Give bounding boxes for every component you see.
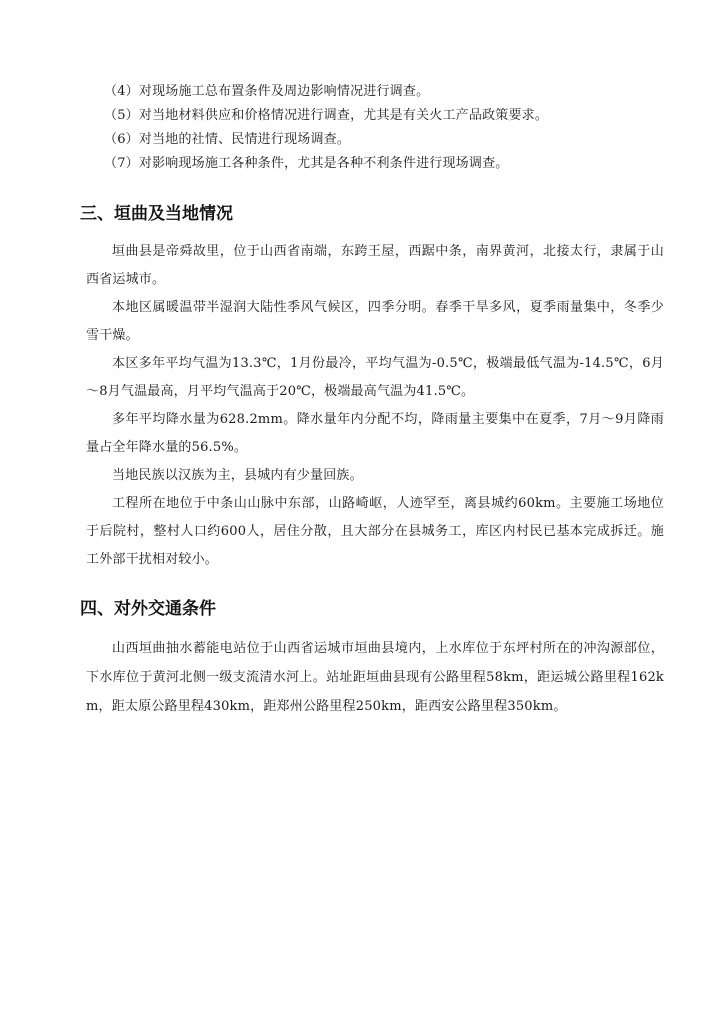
section-body-yuanqu — [86, 238, 664, 574]
paragraph: 当地民族以汉族为主，县城内有少量回族。 — [112, 468, 363, 483]
list-item: （6）对当地的社情、民情进行现场调查。 — [104, 132, 351, 147]
list-item: （7）对影响现场施工各种条件，尤其是各种不利条件进行现场调查。 — [104, 156, 509, 171]
survey-item-list — [104, 80, 548, 176]
section-heading-transport: 四、对外交通条件 — [80, 599, 216, 619]
paragraph: 工程所在地位于中条山山脉中东部，山路崎岖，人迹罕至，离县城约60km。主要施工场地位于后院村，整村人口约600人，居住分散，且大部分在县城务工，库区内村民已基本完成拆迁。施工外部干扰相对较小。 — [86, 496, 664, 567]
paragraph: 多年平均降水量为628.2mm。降水量年内分配不均，降雨量主要集中在夏季，7月～9月降雨量占全年降水量的56.5%。 — [86, 412, 664, 455]
list-item: （5）对当地材料供应和价格情况进行调查，尤其是有关火工产品政策要求。 — [104, 108, 549, 123]
paragraph: 山西垣曲抽水蓄能电站位于山西省运城市垣曲县境内，上水库位于东坪村所在的冲沟源部位，下水库位于黄河北侧一级支流清水河上。站址距垣曲县现有公路里程58km，距运城公路里程162km，距太原公路里程430km，距郑州公路里程250km，距西安公路里程350km。 — [86, 641, 664, 714]
section-heading-yuanqu: 三、垣曲及当地情况 — [80, 204, 233, 224]
section-body-transport — [86, 634, 664, 721]
paragraph: 本区多年平均气温为13.3℃，1月份最冷，平均气温为-0.5℃，极端最低气温为-14.5℃，6月～8月气温最高，月平均气温高于20℃，极端最高气温为41.5℃。 — [86, 356, 664, 399]
paragraph: 垣曲县是帝舜故里，位于山西省南端，东跨王屋，西踞中条，南界黄河，北接太行，隶属于山西省运城市。 — [86, 244, 664, 287]
list-item: （4）对现场施工总布置条件及周边影响情况进行调查。 — [104, 84, 430, 99]
paragraph: 本地区属暖温带半湿润大陆性季风气候区，四季分明。春季干旱多风，夏季雨量集中，冬季少雪干燥。 — [86, 300, 664, 343]
